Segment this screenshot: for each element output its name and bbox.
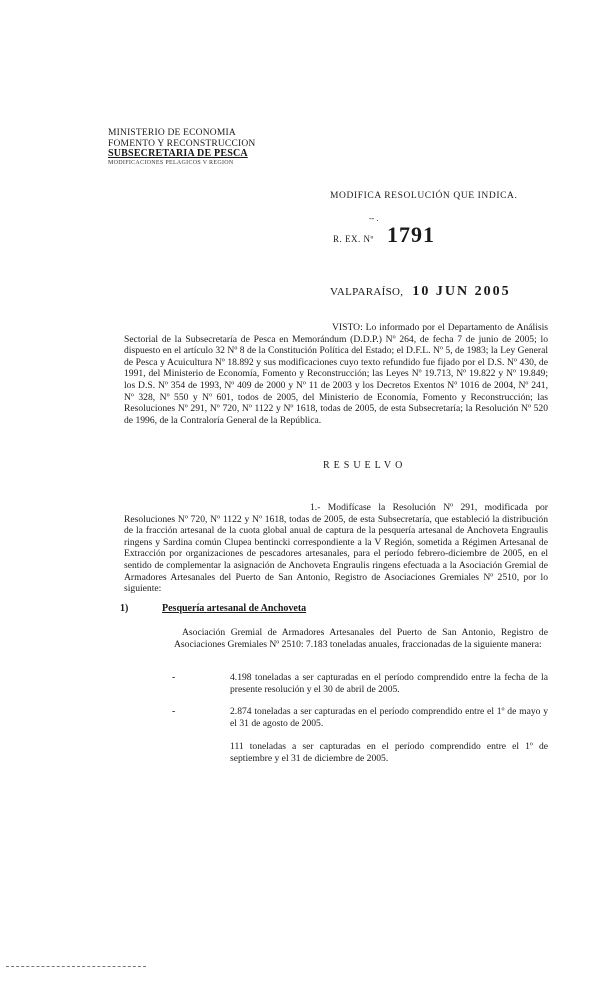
article-1-paragraph: 1.- Modifícase la Resolución Nº 291, modificada por Resoluciones Nº 720, Nº 1122 y Nº 1618, todas de 2005, de esta Subsecretaría, que estableció la distribución de la fracción artesanal de la cuota global anual de captura de la pesquería artesanal de Anchoveta Engraulis ringens y Sardina común Clupea bentincki correspondiente a la V Región, sometida a Régimen Artesanal de Extracción por organizaciones de pescadores artesanales, para el período febrero-diciembre de 2005, en el sentido de complementar la asignación de Anchoveta Engraulis ringens efectuada a la Asociación Gremial de Armadores Artesanales del Puerto de San Antonio, Registro de Asociaciones Gremiales Nº 2510, por lo siguiente: — [124, 502, 548, 595]
ministry-line-2: FOMENTO Y RECONSTRUCCION — [108, 138, 256, 149]
visto-paragraph: VISTO: Lo informado por el Departamento de Análisis Sectorial de la Subsecretaría de Pesca en Memorándum (D.D.P.) Nº 264, de fecha 7 de junio de 2005; lo dispuesto en el artículo 32 Nº 8 de la Constitución Política del Estado; el D.F.L. Nº 5, de 1983; la Ley General de Pesca y Acuicultura Nº 18.892 y sus modificaciones cuyo texto refundido fue fijado por el D.S. Nº 430, de 1991, del Ministerio de Economía, Fomento y Reconstrucción; las Leyes Nº 19.713, Nº 19.822 y Nº 19.849; los D.S. Nº 354 de 1993, Nº 409 de 2000 y Nº 11 de 2003 y los Decretos Exentos Nº 1016 de 2004, Nº 241, Nº 328, Nº 550 y Nº 601, todos de 2005, del Ministerio de Economía, Fomento y Reconstrucción; las Resoluciones Nº 291, Nº 720, Nº 1122 y Nº 1618, todas de 2005, de esta Subsecretaría; la Resolución Nº 520 de 1996, de la Contraloría General de la República. — [124, 322, 548, 426]
ministry-line: MINISTERIO DE ECONOMIA — [108, 128, 236, 138]
margin-marks: -- . — [369, 214, 379, 223]
list-item: 2.874 toneladas a ser capturadas en el período comprendido entre el 1º de mayo y el 31 de agosto de 2005. — [230, 706, 548, 729]
resolution-number: 1791 — [387, 222, 435, 247]
document-subject: MODIFICA RESOLUCIÓN QUE INDICA. — [330, 191, 518, 201]
list-bullet: - — [172, 672, 176, 683]
resuelvo-heading: RESUELVO — [323, 460, 407, 471]
city: VALPARAÍSO, — [330, 286, 404, 298]
date-stamp: 10 JUN 2005 — [412, 284, 511, 299]
department-code: MODIFICACIONES PELAGICOS V REGION — [108, 159, 234, 166]
section-title: Pesquería artesanal de Anchoveta — [162, 603, 307, 614]
letterhead — [108, 128, 298, 167]
resolution-label: R. EX. Nº — [333, 234, 374, 244]
list-item: 4.198 toneladas a ser capturadas en el período comprendido entre la fecha de la presente resolución y el 30 de abril de 2005. — [230, 672, 548, 695]
date-line — [330, 284, 511, 300]
list-item: 111 toneladas a ser capturadas en el período comprendido entre el 1º de septiembre y el 31 de diciembre de 2005. — [230, 741, 548, 764]
list-bullet: - — [172, 706, 176, 717]
association-paragraph: Asociación Gremial de Armadores Artesanales del Puerto de San Antonio, Registro de Asociaciones Gremiales Nº 2510: 7.183 toneladas anuales, fraccionadas de la siguiente manera: — [174, 627, 548, 650]
footer-divider — [6, 966, 146, 967]
section-number: 1) — [120, 603, 129, 614]
subsecretaria-line: SUBSECRETARIA DE PESCA — [108, 148, 248, 159]
